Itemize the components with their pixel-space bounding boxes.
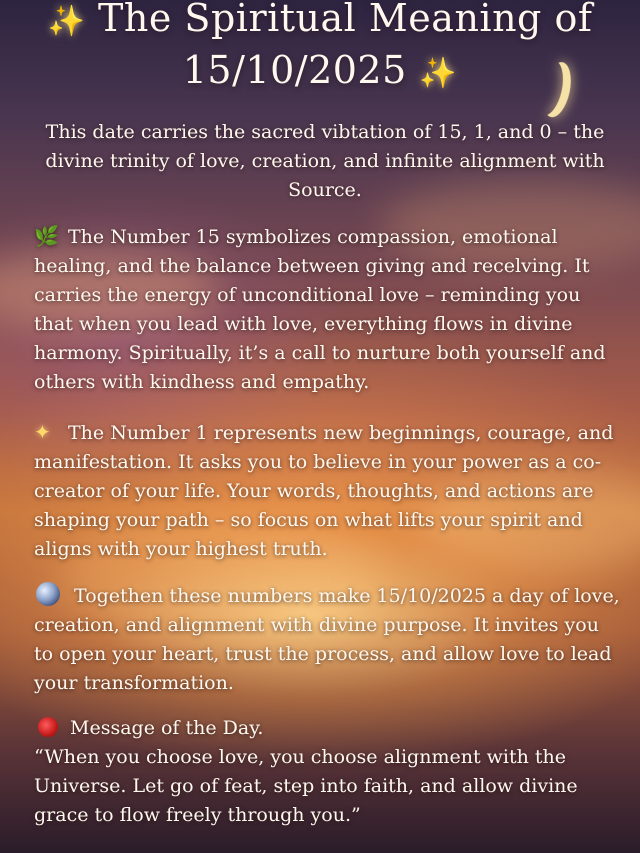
leaf-icon: 🌿 [34, 224, 59, 248]
title-text: The Spiritual Meaning of [98, 0, 593, 40]
section-number-15 [34, 222, 624, 397]
message-of-the-day [34, 714, 624, 830]
section-text: The Number 1 represents new beginnings, courage, and manifestation. It asks you to believe in your power as a co-creator of your life. Your words, thoughts, and actions are shaping your path – so focus on what lifts your spirit and aligns with your highest truth. [34, 422, 614, 560]
orb-icon [36, 582, 60, 606]
section-number-1 [34, 418, 624, 564]
intro-paragraph: This date carries the sacred vibtation of 15, 1, and 0 – the divine trinity of love, creation, and infinite alignment with Source. [45, 121, 605, 201]
message-quote: “When you choose love, you choose alignment with the Universe. Let go of feat, step into faith, and allow divine grace to flow freely through you.” [34, 746, 578, 826]
sparkle-icon: ✨ [419, 56, 458, 91]
sparkle-icon: ✨ [47, 4, 86, 39]
section-text: The Number 15 symbolizes compassion, emotional healing, and the balance between giving and recelving. It carries the energy of unconditional love – reminding you that when you lead with love, everything flows in divine harmony. Spiritually, it’s a call to nurture both yourself and others with kindhess and empathy. [34, 226, 606, 393]
message-heading: Message of the Day. [70, 717, 264, 739]
section-together [34, 582, 624, 698]
page-title-line-1 [0, 0, 640, 48]
section-text: Togethen these numbers make 15/10/2025 a day of love, creation, and alignment with divine purpose. It invites you to open your heart, trust the process, and allow love to lead your transformation. [34, 585, 620, 694]
sparkle-icon: ✦ [34, 420, 51, 444]
rose-icon [38, 717, 58, 737]
title-date: 15/10/2025 [182, 48, 407, 92]
